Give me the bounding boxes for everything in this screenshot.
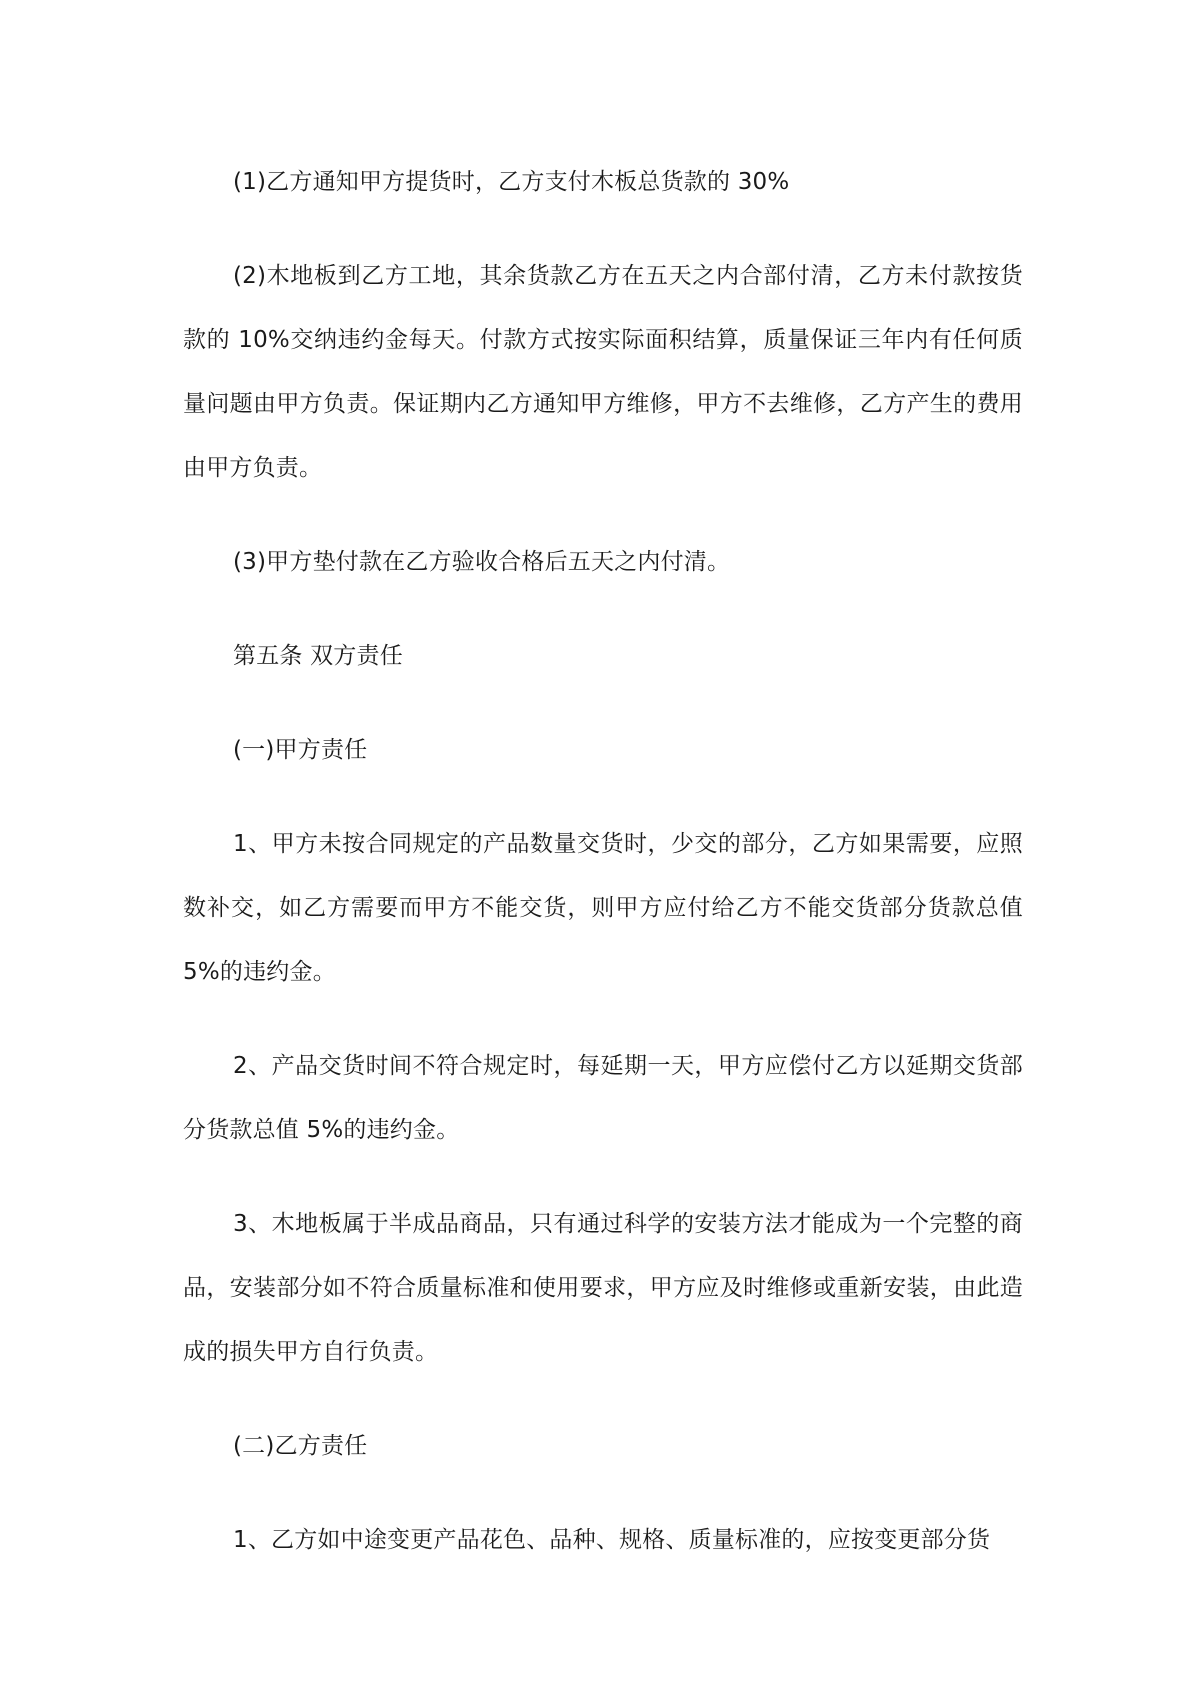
paragraph-party-a-2: 2、产品交货时间不符合规定时，每延期一天，甲方应偿付乙方以延期交货部分货款总值 5%的违约金。 xyxy=(183,1053,1023,1143)
paragraph-party-b-1: 1、乙方如中途变更产品花色、品种、规格、质量标准的，应按变更部分货 xyxy=(233,1527,991,1553)
paragraph-payment-2: (2)木地板到乙方工地，其余货款乙方在五天之内合部付清，乙方未付款按货款的 10%交纳违约金每天。付款方式按实际面积结算，质量保证三年内有任何质量问题由甲方负责。保证期内乙方通知甲方维修，甲方不去维修，乙方产生的费用由甲方负责。 xyxy=(183,263,1023,481)
paragraph-party-a-1: 1、甲方未按合同规定的产品数量交货时，少交的部分，乙方如果需要，应照数补交，如乙方需要而甲方不能交货，则甲方应付给乙方不能交货部分货款总值 5%的违约金。 xyxy=(183,831,1023,985)
section-heading-article-5: 第五条 双方责任 xyxy=(233,643,403,669)
paragraph-party-a-3: 3、木地板属于半成品商品，只有通过科学的安装方法才能成为一个完整的商品，安装部分如不符合质量标准和使用要求，甲方应及时维修或重新安装，由此造成的损失甲方自行负责。 xyxy=(183,1211,1023,1365)
subheading-party-a: (一)甲方责任 xyxy=(233,737,368,763)
document-page xyxy=(183,150,1023,1572)
paragraph-payment-1: (1)乙方通知甲方提货时，乙方支付木板总货款的 30% xyxy=(233,169,790,195)
subheading-party-b: (二)乙方责任 xyxy=(233,1433,368,1459)
paragraph-payment-3: (3)甲方垫付款在乙方验收合格后五天之内付清。 xyxy=(233,549,731,575)
